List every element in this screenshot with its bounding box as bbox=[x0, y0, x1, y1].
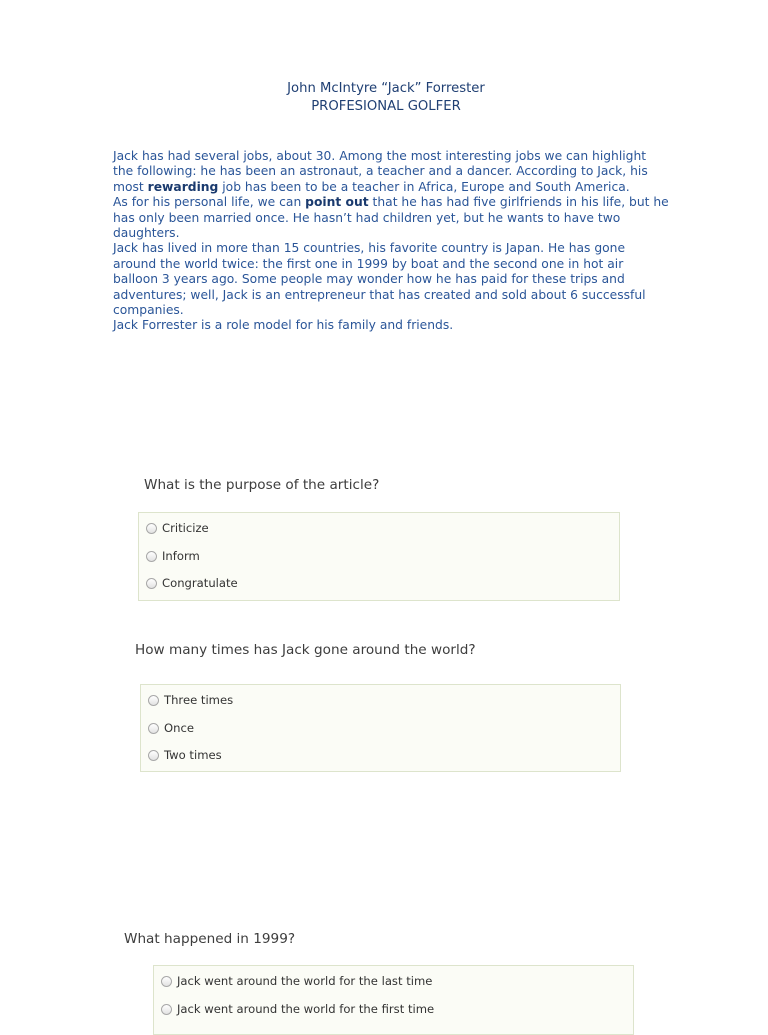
option-once[interactable] bbox=[141, 721, 620, 749]
question-2-options bbox=[140, 684, 621, 772]
option-last-time[interactable] bbox=[154, 974, 633, 1002]
option-label: Jack went around the world for the last time bbox=[177, 974, 433, 988]
option-label: Two times bbox=[164, 748, 222, 762]
paragraph-text: Jack has had several jobs, about 30. Among the most interesting jobs we can highlight the following: he has been an astronaut, a teacher and a dancer. According to Jack, his most bbox=[113, 149, 648, 194]
radio-button[interactable] bbox=[146, 578, 157, 589]
radio-button[interactable] bbox=[148, 695, 159, 706]
article-paragraph-2 bbox=[113, 195, 669, 241]
option-label: Jack went around the world for the first time bbox=[177, 1001, 435, 1016]
radio-button[interactable] bbox=[161, 976, 172, 987]
article-paragraph-4: Jack Forrester is a role model for his family and friends. bbox=[113, 318, 454, 333]
option-label: Criticize bbox=[162, 521, 209, 535]
article-title: John McIntyre “Jack” Forrester bbox=[287, 81, 485, 96]
option-two-times[interactable] bbox=[141, 748, 620, 776]
option-label: Congratulate bbox=[162, 576, 238, 590]
radio-button[interactable] bbox=[148, 723, 159, 734]
option-congratulate[interactable] bbox=[139, 576, 619, 604]
option-label: Once bbox=[164, 720, 194, 735]
option-three-times[interactable] bbox=[141, 693, 620, 721]
option-criticize[interactable] bbox=[139, 521, 619, 549]
radio-button[interactable] bbox=[161, 1004, 172, 1015]
article-header bbox=[0, 80, 768, 116]
question-3-options bbox=[153, 965, 634, 1035]
question-1-text: What is the purpose of the article? bbox=[144, 477, 380, 493]
radio-button[interactable] bbox=[148, 750, 159, 761]
article-paragraph-3: Jack has lived in more than 15 countries, his favorite country is Japan. He has gone around the world twice: the first one in 1999 by boat and the second one in hot air balloon 3 years ago. Some people may wonder how he has paid for these trips and adventures; well, Jack is an entrepreneur that has created and sold about 6 successful companies. bbox=[113, 241, 646, 318]
question-1-options bbox=[138, 512, 620, 601]
emphasis-point-out: point out bbox=[305, 195, 369, 210]
article-body bbox=[113, 149, 669, 334]
option-first-time[interactable] bbox=[154, 1002, 633, 1030]
paragraph-text: that he has had five girlfriends in his life, but he has only been married once. He hasn’t had children yet, but he wants to have two daughters. bbox=[113, 195, 669, 241]
option-label: Inform bbox=[162, 548, 200, 563]
radio-button[interactable] bbox=[146, 551, 157, 562]
option-label: Three times bbox=[164, 693, 234, 707]
paragraph-text: job has been to be a teacher in Africa, Europe and South America. bbox=[218, 179, 630, 194]
article-paragraph-1 bbox=[113, 149, 669, 195]
question-2-text: How many times has Jack gone around the world? bbox=[135, 642, 476, 658]
option-inform[interactable] bbox=[139, 549, 619, 577]
radio-button[interactable] bbox=[146, 523, 157, 534]
paragraph-text: As for his personal life, we can bbox=[113, 195, 306, 210]
emphasis-rewarding: rewarding bbox=[147, 179, 219, 194]
article-subtitle: PROFESIONAL GOLFER bbox=[311, 99, 461, 114]
question-3-text: What happened in 1999? bbox=[124, 931, 296, 947]
